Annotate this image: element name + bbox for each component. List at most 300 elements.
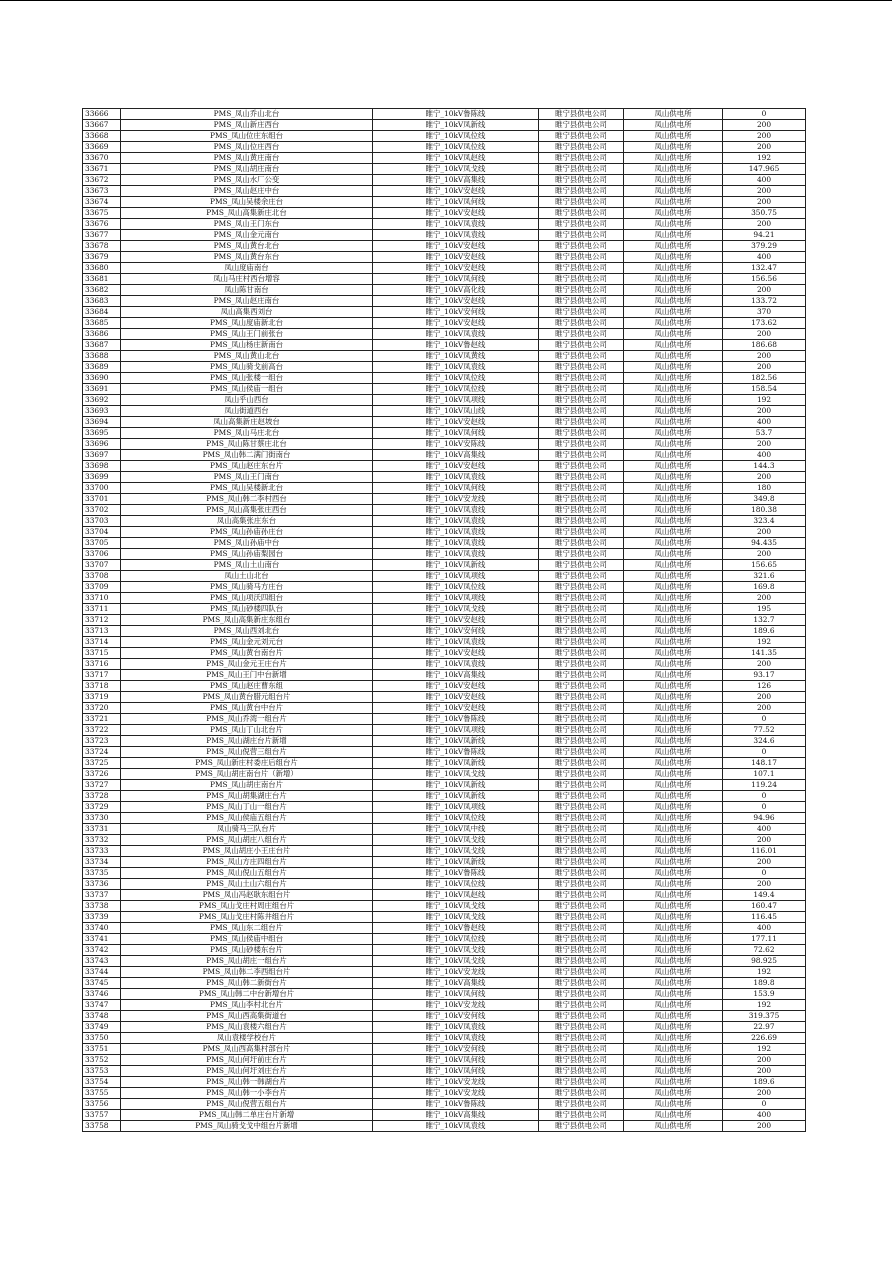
capacity-cell: 200 (723, 659, 806, 670)
capacity-cell: 192 (723, 1044, 806, 1055)
table-row (83, 230, 806, 241)
table-row (83, 967, 806, 978)
row-id-cell: 33692 (83, 395, 121, 406)
capacity-cell: 200 (723, 142, 806, 153)
row-id-cell: 33734 (83, 857, 121, 868)
capacity-cell: 200 (723, 219, 806, 230)
table-row (83, 890, 806, 901)
feeder-line-cell: 睢宁_10kV凤项线 (373, 725, 539, 736)
feeder-line-cell: 睢宁_10kV安龙线 (373, 494, 539, 505)
capacity-cell: 158.54 (723, 384, 806, 395)
station-name-cell: PMS_凤山东二组台片 (121, 923, 373, 934)
row-id-cell: 33757 (83, 1110, 121, 1121)
capacity-cell: 77.52 (723, 725, 806, 736)
table-row (83, 1088, 806, 1099)
company-cell: 睢宁县供电公司 (539, 1077, 624, 1088)
station-name-cell: PMS_凤山胡庄南台 (121, 164, 373, 175)
capacity-cell: 189.6 (723, 626, 806, 637)
feeder-line-cell: 睢宁_10kV高化线 (373, 285, 539, 296)
row-id-cell: 33679 (83, 252, 121, 263)
station-name-cell: PMS_凤山黄庄南台 (121, 153, 373, 164)
feeder-line-cell: 睢宁_10kV凤戈线 (373, 956, 539, 967)
company-cell: 睢宁县供电公司 (539, 461, 624, 472)
feeder-line-cell: 睢宁_10kV凤位线 (373, 373, 539, 384)
feeder-line-cell: 睢宁_10kV安赵线 (373, 615, 539, 626)
row-id-cell: 33723 (83, 736, 121, 747)
feeder-line-cell: 睢宁_10kV凤戈线 (373, 846, 539, 857)
feeder-line-cell: 睢宁_10kV凤袁线 (373, 637, 539, 648)
station-name-cell: PMS_凤山孙庙梨园台 (121, 549, 373, 560)
row-id-cell: 33758 (83, 1121, 121, 1132)
row-id-cell: 33668 (83, 131, 121, 142)
supply-station-cell: 凤山供电所 (624, 956, 723, 967)
capacity-cell: 180.38 (723, 505, 806, 516)
station-name-cell: PMS_凤山王门南台 (121, 472, 373, 483)
supply-station-cell: 凤山供电所 (624, 505, 723, 516)
feeder-line-cell: 睢宁_10kV凤何线 (373, 428, 539, 439)
table-row (83, 978, 806, 989)
feeder-line-cell: 睢宁_10kV鲁陈线 (373, 714, 539, 725)
row-id-cell: 33725 (83, 758, 121, 769)
row-id-cell: 33747 (83, 1000, 121, 1011)
capacity-cell: 200 (723, 285, 806, 296)
table-row (83, 527, 806, 538)
supply-station-cell: 凤山供电所 (624, 593, 723, 604)
row-id-cell: 33756 (83, 1099, 121, 1110)
capacity-cell: 200 (723, 1121, 806, 1132)
feeder-line-cell: 睢宁_10kV凤何线 (373, 483, 539, 494)
company-cell: 睢宁县供电公司 (539, 912, 624, 923)
company-cell: 睢宁县供电公司 (539, 659, 624, 670)
row-id-cell: 33722 (83, 725, 121, 736)
supply-station-cell: 凤山供电所 (624, 109, 723, 120)
row-id-cell: 33671 (83, 164, 121, 175)
supply-station-cell: 凤山供电所 (624, 285, 723, 296)
feeder-line-cell: 睢宁_10kV安赵线 (373, 681, 539, 692)
company-cell: 睢宁县供电公司 (539, 307, 624, 318)
capacity-cell: 400 (723, 1110, 806, 1121)
supply-station-cell: 凤山供电所 (624, 714, 723, 725)
supply-station-cell: 凤山供电所 (624, 780, 723, 791)
company-cell: 睢宁县供电公司 (539, 494, 624, 505)
supply-station-cell: 凤山供电所 (624, 736, 723, 747)
capacity-cell: 319.375 (723, 1011, 806, 1022)
station-name-cell: PMS_凤山金元南台 (121, 230, 373, 241)
company-cell: 睢宁县供电公司 (539, 1066, 624, 1077)
feeder-line-cell: 睢宁_10kV高集线 (373, 670, 539, 681)
feeder-line-cell: 睢宁_10kV凤项线 (373, 802, 539, 813)
supply-station-cell: 凤山供电所 (624, 142, 723, 153)
company-cell: 睢宁县供电公司 (539, 263, 624, 274)
feeder-line-cell: 睢宁_10kV凤何线 (373, 1066, 539, 1077)
company-cell: 睢宁县供电公司 (539, 120, 624, 131)
company-cell: 睢宁县供电公司 (539, 571, 624, 582)
supply-station-cell: 凤山供电所 (624, 208, 723, 219)
row-id-cell: 33667 (83, 120, 121, 131)
table-row (83, 714, 806, 725)
supply-station-cell: 凤山供电所 (624, 868, 723, 879)
capacity-cell: 156.56 (723, 274, 806, 285)
station-name-cell: PMS_凤山侯庙中组台 (121, 934, 373, 945)
feeder-line-cell: 睢宁_10kV安赵线 (373, 703, 539, 714)
feeder-line-cell: 睢宁_10kV凤山线 (373, 406, 539, 417)
supply-station-cell: 凤山供电所 (624, 252, 723, 263)
station-name-cell: PMS_凤山砂楼四队台 (121, 604, 373, 615)
company-cell: 睢宁县供电公司 (539, 1044, 624, 1055)
company-cell: 睢宁县供电公司 (539, 384, 624, 395)
supply-station-cell: 凤山供电所 (624, 1044, 723, 1055)
station-name-cell: PMS_凤山韩二满门街南台 (121, 450, 373, 461)
station-name-cell: 凤山高集西刘台 (121, 307, 373, 318)
row-id-cell: 33749 (83, 1022, 121, 1033)
feeder-line-cell: 睢宁_10kV高集线 (373, 978, 539, 989)
supply-station-cell: 凤山供电所 (624, 219, 723, 230)
row-id-cell: 33678 (83, 241, 121, 252)
row-id-cell: 33688 (83, 351, 121, 362)
station-name-cell: PMS_凤山西高集村部台片 (121, 1044, 373, 1055)
table-row (83, 362, 806, 373)
table-row (83, 901, 806, 912)
feeder-line-cell: 睢宁_10kV安龙线 (373, 967, 539, 978)
supply-station-cell: 凤山供电所 (624, 835, 723, 846)
table-row (83, 1121, 806, 1132)
supply-station-cell: 凤山供电所 (624, 824, 723, 835)
station-name-cell: PMS_凤山位庄西台 (121, 142, 373, 153)
table-row (83, 615, 806, 626)
company-cell: 睢宁县供电公司 (539, 582, 624, 593)
row-id-cell: 33727 (83, 780, 121, 791)
table-row (83, 439, 806, 450)
row-id-cell: 33685 (83, 318, 121, 329)
feeder-line-cell: 睢宁_10kV凤中线 (373, 824, 539, 835)
feeder-line-cell: 睢宁_10kV凤戈线 (373, 945, 539, 956)
capacity-cell: 400 (723, 450, 806, 461)
capacity-cell: 379.29 (723, 241, 806, 252)
company-cell: 睢宁县供电公司 (539, 714, 624, 725)
row-id-cell: 33695 (83, 428, 121, 439)
supply-station-cell: 凤山供电所 (624, 945, 723, 956)
supply-station-cell: 凤山供电所 (624, 857, 723, 868)
supply-station-cell: 凤山供电所 (624, 461, 723, 472)
supply-station-cell: 凤山供电所 (624, 560, 723, 571)
company-cell: 睢宁县供电公司 (539, 285, 624, 296)
capacity-cell: 0 (723, 868, 806, 879)
capacity-cell: 400 (723, 923, 806, 934)
supply-station-cell: 凤山供电所 (624, 758, 723, 769)
station-name-cell: PMS_凤山倪山五组台片 (121, 868, 373, 879)
supply-station-cell: 凤山供电所 (624, 813, 723, 824)
company-cell: 睢宁县供电公司 (539, 857, 624, 868)
feeder-line-cell: 睢宁_10kV凤位线 (373, 813, 539, 824)
supply-station-cell: 凤山供电所 (624, 351, 723, 362)
feeder-line-cell: 睢宁_10kV凤黄线 (373, 351, 539, 362)
row-id-cell: 33740 (83, 923, 121, 934)
capacity-cell: 53.7 (723, 428, 806, 439)
row-id-cell: 33755 (83, 1088, 121, 1099)
capacity-cell: 200 (723, 131, 806, 142)
company-cell: 睢宁县供电公司 (539, 681, 624, 692)
capacity-cell: 94.96 (723, 813, 806, 824)
row-id-cell: 33675 (83, 208, 121, 219)
feeder-line-cell: 睢宁_10kV安何线 (373, 626, 539, 637)
supply-station-cell: 凤山供电所 (624, 329, 723, 340)
feeder-line-cell: 睢宁_10kV安何线 (373, 1011, 539, 1022)
station-name-cell: PMS_凤山黄台中台片 (121, 703, 373, 714)
feeder-line-cell: 睢宁_10kV凤新线 (373, 120, 539, 131)
table-row (83, 813, 806, 824)
supply-station-cell: 凤山供电所 (624, 1033, 723, 1044)
supply-station-cell: 凤山供电所 (624, 670, 723, 681)
row-id-cell: 33693 (83, 406, 121, 417)
supply-station-cell: 凤山供电所 (624, 549, 723, 560)
company-cell: 睢宁县供电公司 (539, 725, 624, 736)
capacity-cell: 192 (723, 637, 806, 648)
supply-station-cell: 凤山供电所 (624, 692, 723, 703)
capacity-cell: 133.72 (723, 296, 806, 307)
supply-station-cell: 凤山供电所 (624, 527, 723, 538)
feeder-line-cell: 睢宁_10kV安赵线 (373, 318, 539, 329)
company-cell: 睢宁县供电公司 (539, 692, 624, 703)
feeder-line-cell: 睢宁_10kV鲁陈线 (373, 109, 539, 120)
row-id-cell: 33739 (83, 912, 121, 923)
feeder-line-cell: 睢宁_10kV安赵线 (373, 186, 539, 197)
company-cell: 睢宁县供电公司 (539, 362, 624, 373)
capacity-cell: 323.4 (723, 516, 806, 527)
feeder-line-cell: 睢宁_10kV安赵线 (373, 263, 539, 274)
capacity-cell: 200 (723, 120, 806, 131)
supply-station-cell: 凤山供电所 (624, 923, 723, 934)
company-cell: 睢宁县供电公司 (539, 989, 624, 1000)
supply-station-cell: 凤山供电所 (624, 296, 723, 307)
supply-station-cell: 凤山供电所 (624, 395, 723, 406)
feeder-line-cell: 睢宁_10kV高集线 (373, 450, 539, 461)
station-name-cell: PMS_凤山王门东台 (121, 219, 373, 230)
table-row (83, 857, 806, 868)
feeder-line-cell: 睢宁_10kV安龙线 (373, 1000, 539, 1011)
company-cell: 睢宁县供电公司 (539, 340, 624, 351)
feeder-line-cell: 睢宁_10kV安何线 (373, 1044, 539, 1055)
supply-station-cell: 凤山供电所 (624, 626, 723, 637)
company-cell: 睢宁县供电公司 (539, 846, 624, 857)
row-id-cell: 33674 (83, 197, 121, 208)
table-row (83, 582, 806, 593)
row-id-cell: 33742 (83, 945, 121, 956)
supply-station-cell: 凤山供电所 (624, 1066, 723, 1077)
table-row (83, 120, 806, 131)
station-name-cell: PMS_凤山侯庙五组台片 (121, 813, 373, 824)
supply-station-cell: 凤山供电所 (624, 791, 723, 802)
station-name-cell: PMS_凤山侯庙一组台 (121, 384, 373, 395)
station-name-cell: PMS_凤山赵庄南台 (121, 296, 373, 307)
row-id-cell: 33716 (83, 659, 121, 670)
supply-station-cell: 凤山供电所 (624, 428, 723, 439)
row-id-cell: 33697 (83, 450, 121, 461)
page-top-rule (0, 0, 892, 1)
feeder-line-cell: 睢宁_10kV安陈线 (373, 439, 539, 450)
feeder-line-cell: 睢宁_10kV凤戈线 (373, 912, 539, 923)
row-id-cell: 33705 (83, 538, 121, 549)
supply-station-cell: 凤山供电所 (624, 241, 723, 252)
row-id-cell: 33744 (83, 967, 121, 978)
feeder-line-cell: 睢宁_10kV凤袁线 (373, 1121, 539, 1132)
feeder-line-cell: 睢宁_10kV凤戈线 (373, 835, 539, 846)
capacity-cell: 0 (723, 747, 806, 758)
company-cell: 睢宁县供电公司 (539, 472, 624, 483)
station-name-cell: PMS_凤山黄台北台 (121, 241, 373, 252)
table-row (83, 252, 806, 263)
supply-station-cell: 凤山供电所 (624, 615, 723, 626)
capacity-cell: 119.24 (723, 780, 806, 791)
row-id-cell: 33666 (83, 109, 121, 120)
table-row (83, 1066, 806, 1077)
feeder-line-cell: 睢宁_10kV凤项线 (373, 571, 539, 582)
capacity-cell: 0 (723, 1099, 806, 1110)
station-name-cell: 凤山骑马三队台片 (121, 824, 373, 835)
station-name-cell: PMS_凤山韩二李西组台片 (121, 967, 373, 978)
supply-station-cell: 凤山供电所 (624, 406, 723, 417)
supply-station-cell: 凤山供电所 (624, 1022, 723, 1033)
table-row (83, 956, 806, 967)
feeder-line-cell: 睢宁_10kV安赵线 (373, 417, 539, 428)
station-name-cell: PMS_凤山何圩前庄台片 (121, 1055, 373, 1066)
capacity-cell: 226.69 (723, 1033, 806, 1044)
supply-station-cell: 凤山供电所 (624, 648, 723, 659)
feeder-line-cell: 睢宁_10kV鲁赵线 (373, 923, 539, 934)
table-row (83, 692, 806, 703)
station-name-cell: PMS_凤山西刘北台 (121, 626, 373, 637)
capacity-cell: 94.435 (723, 538, 806, 549)
company-cell: 睢宁县供电公司 (539, 329, 624, 340)
row-id-cell: 33720 (83, 703, 121, 714)
capacity-cell: 186.68 (723, 340, 806, 351)
capacity-cell: 370 (723, 307, 806, 318)
transformer-table (82, 108, 806, 1132)
company-cell: 睢宁县供电公司 (539, 208, 624, 219)
table-row (83, 912, 806, 923)
company-cell: 睢宁县供电公司 (539, 197, 624, 208)
capacity-cell: 324.6 (723, 736, 806, 747)
station-name-cell: PMS_凤山胡集湖庄台片 (121, 791, 373, 802)
capacity-cell: 169.8 (723, 582, 806, 593)
station-name-cell: PMS_凤山赵庄曹东组 (121, 681, 373, 692)
station-name-cell: PMS_凤山王门前张台 (121, 329, 373, 340)
station-name-cell: PMS_凤山新庄村委庄后组台片 (121, 758, 373, 769)
row-id-cell: 33703 (83, 516, 121, 527)
station-name-cell: 凤山乎山西台 (121, 395, 373, 406)
station-name-cell: 凤山土山北台 (121, 571, 373, 582)
feeder-line-cell: 睢宁_10kV凤位线 (373, 582, 539, 593)
capacity-cell: 148.17 (723, 758, 806, 769)
table-row (83, 131, 806, 142)
table-row (83, 395, 806, 406)
feeder-line-cell: 睢宁_10kV凤袁线 (373, 538, 539, 549)
company-cell: 睢宁县供电公司 (539, 483, 624, 494)
feeder-line-cell: 睢宁_10kV鲁陈线 (373, 1099, 539, 1110)
table-row (83, 637, 806, 648)
feeder-line-cell: 睢宁_10kV安何线 (373, 307, 539, 318)
supply-station-cell: 凤山供电所 (624, 571, 723, 582)
table-row (83, 296, 806, 307)
supply-station-cell: 凤山供电所 (624, 1099, 723, 1110)
table-row (83, 879, 806, 890)
table-row (83, 868, 806, 879)
supply-station-cell: 凤山供电所 (624, 538, 723, 549)
station-name-cell: 凤山袁楼学校台片 (121, 1033, 373, 1044)
row-id-cell: 33686 (83, 329, 121, 340)
station-name-cell: PMS_凤山湖庄台片新增 (121, 736, 373, 747)
company-cell: 睢宁县供电公司 (539, 230, 624, 241)
supply-station-cell: 凤山供电所 (624, 1121, 723, 1132)
company-cell: 睢宁县供电公司 (539, 351, 624, 362)
feeder-line-cell: 睢宁_10kV凤袁线 (373, 527, 539, 538)
supply-station-cell: 凤山供电所 (624, 879, 723, 890)
company-cell: 睢宁县供电公司 (539, 274, 624, 285)
feeder-line-cell: 睢宁_10kV凤袁线 (373, 329, 539, 340)
station-name-cell: PMS_凤山赵庄中台 (121, 186, 373, 197)
capacity-cell: 126 (723, 681, 806, 692)
station-name-cell: PMS_凤山何圩刘庄台片 (121, 1066, 373, 1077)
station-name-cell: PMS_凤山黄台南台片 (121, 648, 373, 659)
row-id-cell: 33754 (83, 1077, 121, 1088)
table-row (83, 494, 806, 505)
row-id-cell: 33714 (83, 637, 121, 648)
station-name-cell: PMS_凤山胡庄小王庄台片 (121, 846, 373, 857)
feeder-line-cell: 睢宁_10kV凤赵线 (373, 153, 539, 164)
table-row (83, 241, 806, 252)
supply-station-cell: 凤山供电所 (624, 769, 723, 780)
feeder-line-cell: 睢宁_10kV安赵线 (373, 692, 539, 703)
station-name-cell: PMS_凤山李村北台片 (121, 1000, 373, 1011)
station-name-cell: 凤山陈甘南台 (121, 285, 373, 296)
company-cell: 睢宁县供电公司 (539, 769, 624, 780)
station-name-cell: PMS_凤山胡庄南台片（新增） (121, 769, 373, 780)
capacity-cell: 400 (723, 824, 806, 835)
feeder-line-cell: 睢宁_10kV凤袁线 (373, 505, 539, 516)
row-id-cell: 33726 (83, 769, 121, 780)
supply-station-cell: 凤山供电所 (624, 417, 723, 428)
capacity-cell: 192 (723, 967, 806, 978)
station-name-cell: PMS_凤山金元刘元台 (121, 637, 373, 648)
feeder-line-cell: 睢宁_10kV安赵线 (373, 648, 539, 659)
table-row (83, 934, 806, 945)
company-cell: 睢宁县供电公司 (539, 1022, 624, 1033)
station-name-cell: 凤山高集新庄赵坡台 (121, 417, 373, 428)
table-row (83, 1022, 806, 1033)
company-cell: 睢宁县供电公司 (539, 450, 624, 461)
row-id-cell: 33706 (83, 549, 121, 560)
table-row (83, 560, 806, 571)
company-cell: 睢宁县供电公司 (539, 516, 624, 527)
row-id-cell: 33738 (83, 901, 121, 912)
company-cell: 睢宁县供电公司 (539, 439, 624, 450)
table-row (83, 164, 806, 175)
supply-station-cell: 凤山供电所 (624, 725, 723, 736)
table-row (83, 186, 806, 197)
capacity-cell: 321.6 (723, 571, 806, 582)
company-cell: 睢宁县供电公司 (539, 1088, 624, 1099)
row-id-cell: 33707 (83, 560, 121, 571)
row-id-cell: 33712 (83, 615, 121, 626)
supply-station-cell: 凤山供电所 (624, 120, 723, 131)
supply-station-cell: 凤山供电所 (624, 637, 723, 648)
supply-station-cell: 凤山供电所 (624, 318, 723, 329)
station-name-cell: PMS_凤山韩二新街台片 (121, 978, 373, 989)
feeder-line-cell: 睢宁_10kV安赵线 (373, 241, 539, 252)
supply-station-cell: 凤山供电所 (624, 978, 723, 989)
capacity-cell: 200 (723, 879, 806, 890)
station-name-cell: PMS_凤山吴楼余庄台 (121, 197, 373, 208)
row-id-cell: 33748 (83, 1011, 121, 1022)
